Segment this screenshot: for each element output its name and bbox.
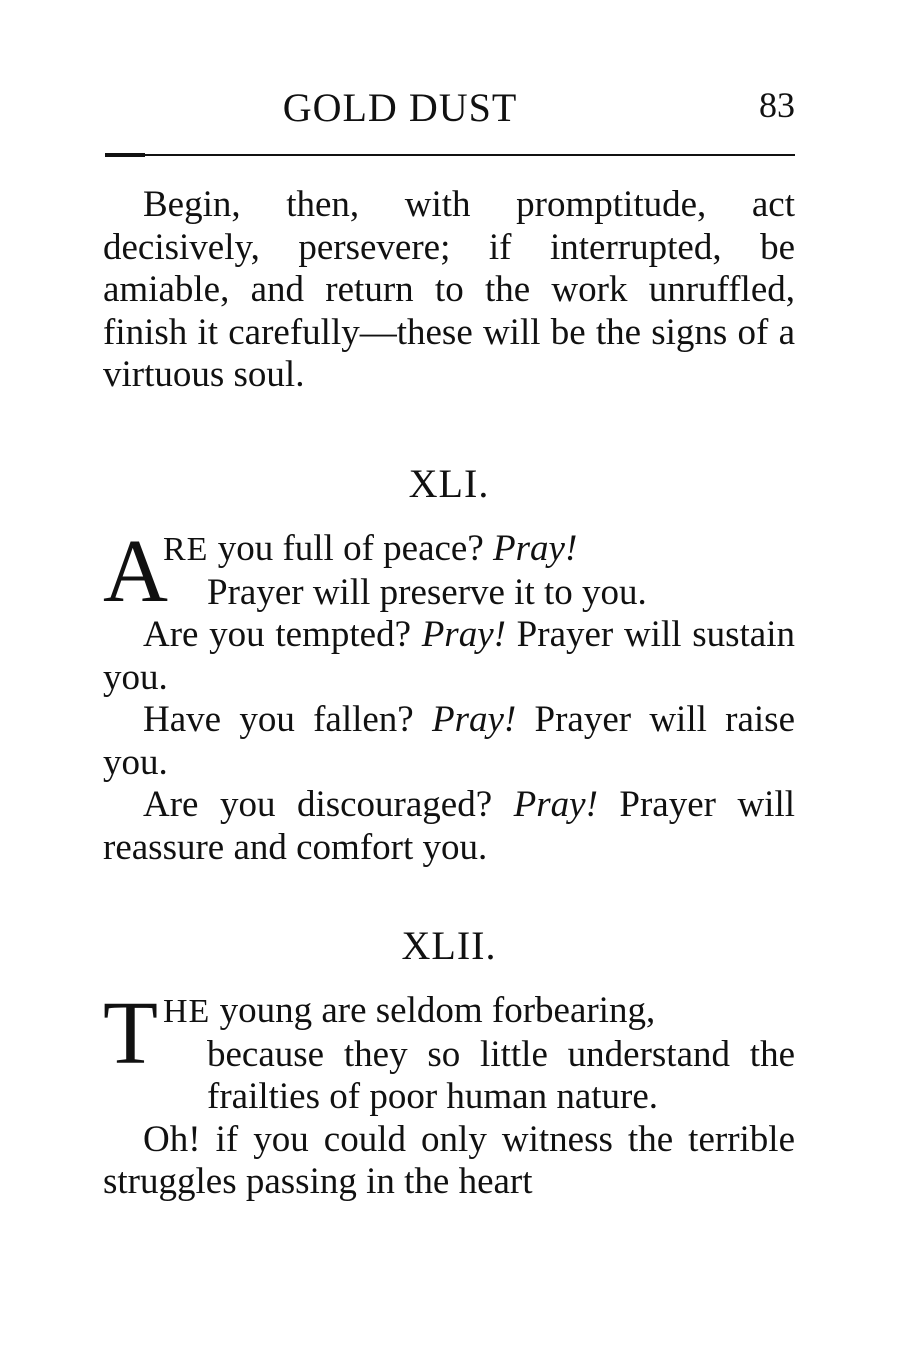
section-xli-lead-paragraph (103, 522, 795, 621)
section-heading-xli: XLI. (408, 461, 490, 506)
section-xlii-body (103, 984, 795, 1204)
prayer-paragraph (103, 614, 795, 699)
lead-text: you full of peace? (208, 528, 494, 569)
lead-caps: RE (163, 531, 209, 568)
lead-text: young are seldom forbearing, (210, 990, 656, 1031)
running-title: GOLD DUST (282, 85, 518, 130)
section-xlii-lead-paragraph (103, 984, 795, 1119)
lead-caps: HE (163, 993, 211, 1030)
intro-paragraph: Begin, then, with promptitude, act decisively, persevere; if interrupted, be amiable, and return to the work unruffled, finish it carefully—these will be the signs of a virtuous soul. (103, 184, 795, 395)
intro-paragraph-block (103, 184, 795, 397)
paragraph: Oh! if you could only witness the terrible struggles passing in the heart (103, 1118, 795, 1202)
paragraph-text: Prayer will reassure and comfort you. (103, 784, 796, 868)
paragraph-text: Are you tempted? (143, 614, 422, 655)
paragraph-italic: Pray! (421, 614, 506, 655)
lead-line-2: Prayer will preserve it to you. (207, 571, 647, 613)
section-xli-body (103, 522, 796, 869)
lead-line-2: because they so little understand the frailties of poor human nature. (207, 1033, 795, 1117)
page-number: 83 (759, 85, 795, 125)
section-heading-xlii: XLII. (401, 923, 497, 968)
lead-italic: Pray! (493, 528, 578, 569)
paragraph-italic: Pray! (513, 784, 598, 825)
dropcap-a: A (103, 522, 168, 621)
paragraph-text: Prayer will raise you. (103, 699, 795, 783)
dropcap-t: T (103, 984, 158, 1083)
prayer-paragraph (103, 699, 795, 784)
paragraph-text: Prayer will sustain you. (103, 614, 795, 698)
paragraph-text: Are you discouraged? (143, 784, 514, 825)
paragraph-text: Have you fallen? (143, 699, 432, 740)
running-head (105, 84, 795, 134)
paragraph-italic: Pray! (432, 699, 517, 740)
header-rule (105, 154, 795, 156)
prayer-paragraph (103, 784, 795, 869)
